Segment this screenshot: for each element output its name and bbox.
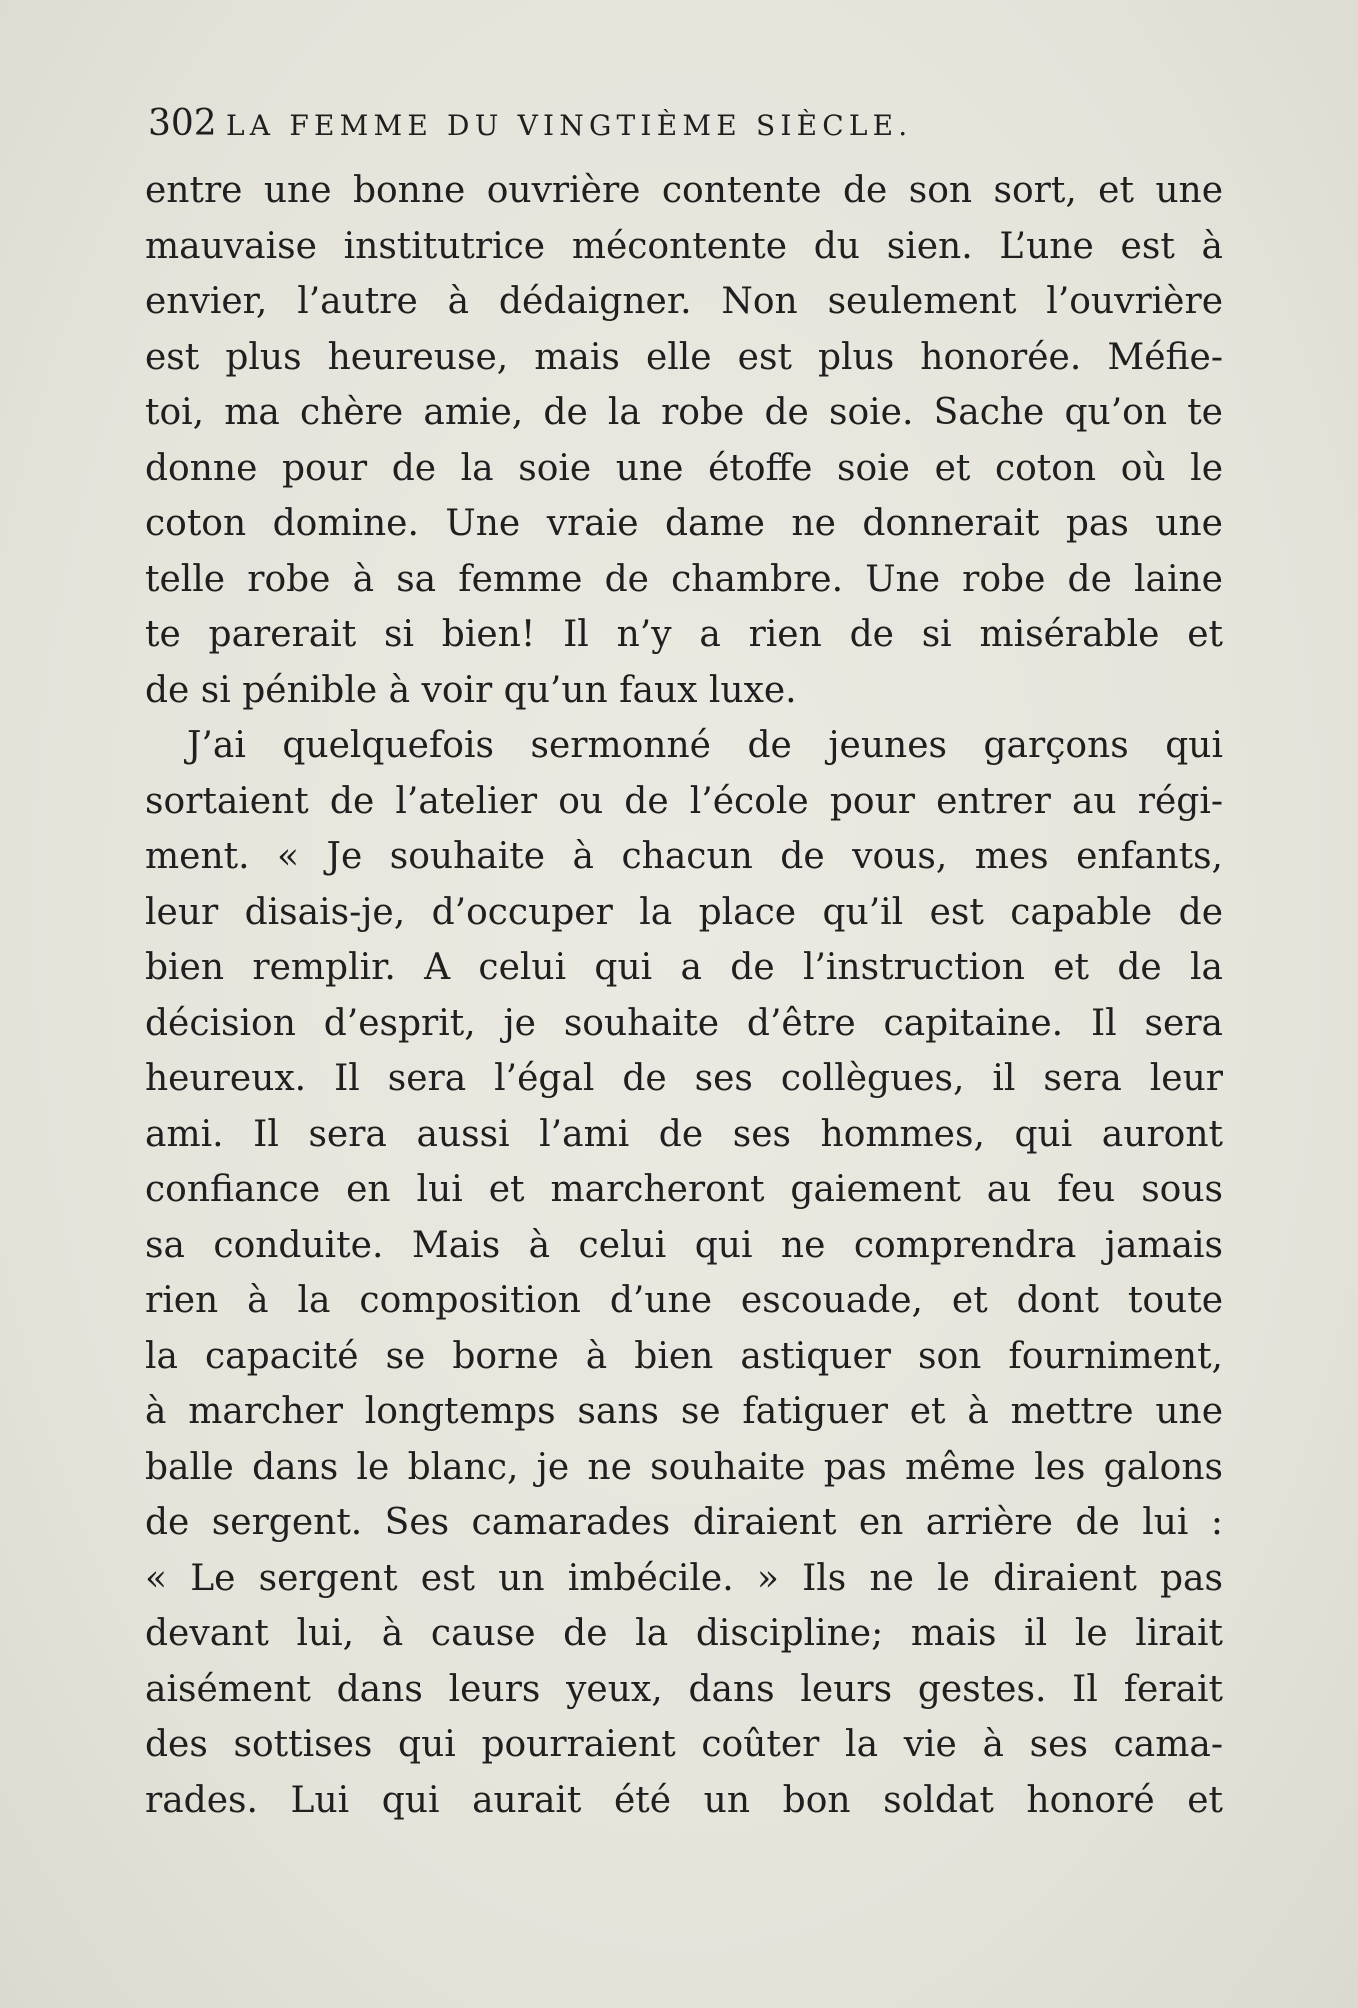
text-line: est plus heureuse, mais elle est plus honorée. Méfie- — [145, 336, 1223, 378]
text-line: devant lui, à cause de la discipline; mais il le lirait — [145, 1613, 1223, 1654]
text-line: coton domine. Une vraie dame ne donnerait pas une — [145, 503, 1223, 544]
text-line: bien remplir. A celui qui a de l’instruction et de la — [145, 947, 1223, 988]
text-line: leur disais-je, d’occuper la place qu’il est capable de — [145, 891, 1223, 933]
text-line: heureux. Il sera l’égal de ses collègues, il sera leur — [145, 1058, 1223, 1099]
text-line: telle robe à sa femme de chambre. Une robe de laine — [145, 558, 1223, 600]
text-line: de si pénible à voir qu’un faux luxe. — [145, 669, 797, 711]
text-line: à marcher longtemps sans se fatiguer et à mettre une — [145, 1391, 1223, 1432]
text-line: te parerait si bien! Il n’y a rien de si misérable et — [145, 614, 1223, 655]
text-line: balle dans le blanc, je ne souhaite pas même les galons — [145, 1446, 1223, 1488]
paragraph-2 — [145, 718, 1223, 1828]
text-line: rades. Lui qui aurait été un bon soldat honoré et — [145, 1779, 1223, 1821]
text-line: donne pour de la soie une étoffe soie et coton où le — [145, 447, 1223, 489]
text-line: sortaient de l’atelier ou de l’école pour entrer au régi- — [145, 780, 1223, 822]
paragraph-1 — [145, 163, 1223, 718]
text-line: ami. Il sera aussi l’ami de ses hommes, qui auront — [145, 1113, 1223, 1155]
body-text — [145, 163, 1223, 1828]
running-head — [148, 98, 1228, 150]
text-line: décision d’esprit, je souhaite d’être capitaine. Il sera — [145, 1002, 1223, 1044]
page-number: 302 — [148, 103, 217, 144]
text-line: des sottises qui pourraient coûter la vie à ses cama- — [145, 1724, 1223, 1765]
book-title: LA FEMME DU VINGTIÈME SIÈCLE. — [226, 109, 913, 142]
text-line: J’ai quelquefois sermonné de jeunes garçons qui — [187, 725, 1223, 766]
text-line: la capacité se borne à bien astiquer son fourniment, — [145, 1335, 1223, 1377]
text-line: mauvaise institutrice mécontente du sien. L’une est à — [145, 225, 1223, 267]
text-line: « Le sergent est un imbécile. » Ils ne le diraient pas — [145, 1557, 1223, 1599]
text-line: entre une bonne ouvrière contente de son sort, et une — [145, 170, 1223, 211]
text-line: envier, l’autre à dédaigner. Non seulement l’ouvrière — [145, 281, 1223, 322]
text-line: de sergent. Ses camarades diraient en arrière de lui : — [145, 1502, 1223, 1543]
text-line: toi, ma chère amie, de la robe de soie. Sache qu’on te — [145, 392, 1223, 433]
text-line: confiance en lui et marcheront gaiement au feu sous — [145, 1169, 1223, 1210]
text-line: aisément dans leurs yeux, dans leurs gestes. Il ferait — [145, 1668, 1223, 1710]
text-line: sa conduite. Mais à celui qui ne comprendra jamais — [145, 1224, 1223, 1266]
text-line: rien à la composition d’une escouade, et dont toute — [145, 1280, 1223, 1321]
text-line: ment. « Je souhaite à chacun de vous, mes enfants, — [145, 836, 1223, 877]
